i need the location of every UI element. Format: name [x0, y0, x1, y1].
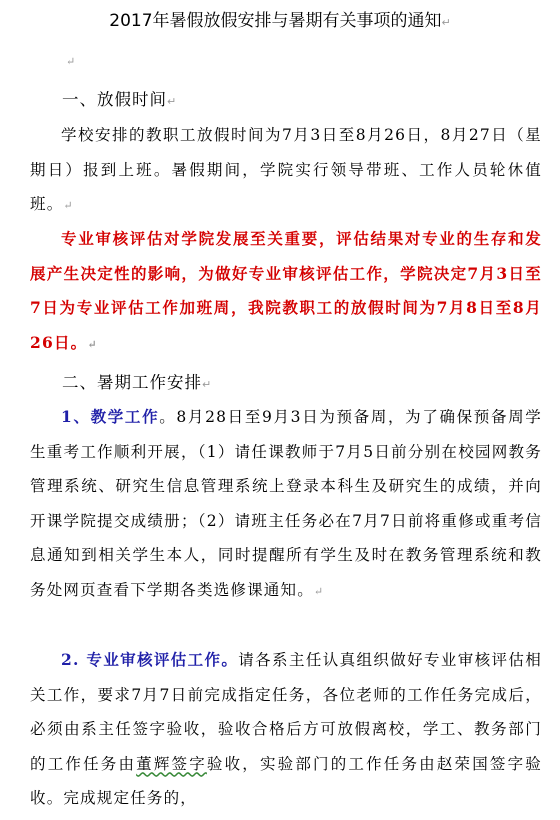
paragraph-mark: ↵: [441, 16, 451, 29]
paragraph-mark: ↵: [63, 199, 74, 212]
item-label-evaluation: 2. 专业审核评估工作。: [61, 650, 239, 669]
paragraph-mark: ↵: [313, 584, 325, 598]
paragraph-mark: ↵: [66, 55, 76, 68]
paragraph-mark: ↵: [167, 95, 178, 108]
document-title: 2017年暑假放假安排与暑期有关事项的通知↵: [109, 11, 451, 31]
spellcheck-underlined-text: 董辉签字: [136, 754, 207, 773]
section-heading-summer-work: 二、暑期工作安排↵: [62, 373, 213, 392]
paragraph-mark: ↵: [87, 337, 98, 351]
paragraph-teaching-work: 1、教学工作。8月28日至9月3日为预备周，为了确保预备周学生重考工作顺利开展，（1）请任课教师于7月5日前分别在校园网教务管理系统、研究生信息管理系统上登录本科生及研究生的成绩，并向开课学院提交成绩册；（2）请班主任务必在7月7日前将重修或重考信息通知到相关学生本人，同时提醒所有学生及时在教务管理系统和教务处网页查看下学期各类选修课通知。↵: [30, 407, 542, 599]
section-heading-vacation: 一、放假时间↵: [62, 90, 178, 109]
paragraph-vacation-time: 学校安排的教职工放假时间为7月3日至8月26日，8月27日（星期日）报到上班。暑假期间，学院实行领导带班、工作人员轮休值班。↵: [30, 126, 542, 213]
empty-paragraph: [66, 50, 75, 72]
paragraph-mark: ↵: [202, 378, 213, 391]
item-label-teaching: 1、教学工作: [61, 407, 160, 426]
paragraph-evaluation-notice: 专业审核评估对学院发展至关重要，评估结果对专业的生存和发展产生决定性的影响，为做好专业审核评估工作，学院决定7月3日至7日为专业评估工作加班周，我院教职工的放假时间为7月8日至8月26日。↵: [30, 229, 542, 352]
paragraph-evaluation-work: 2. 专业审核评估工作。请各系主任认真组织做好专业审核评估相关工作，要求7月7日前完成指定任务，各位老师的工作任务完成后，必须由系主任签字验收，验收合格后方可放假离校，学工、教务部门的工作任务由董辉签字验收，实验部门的工作任务由赵荣国签字验收。完成规定任务的，: [30, 650, 542, 807]
